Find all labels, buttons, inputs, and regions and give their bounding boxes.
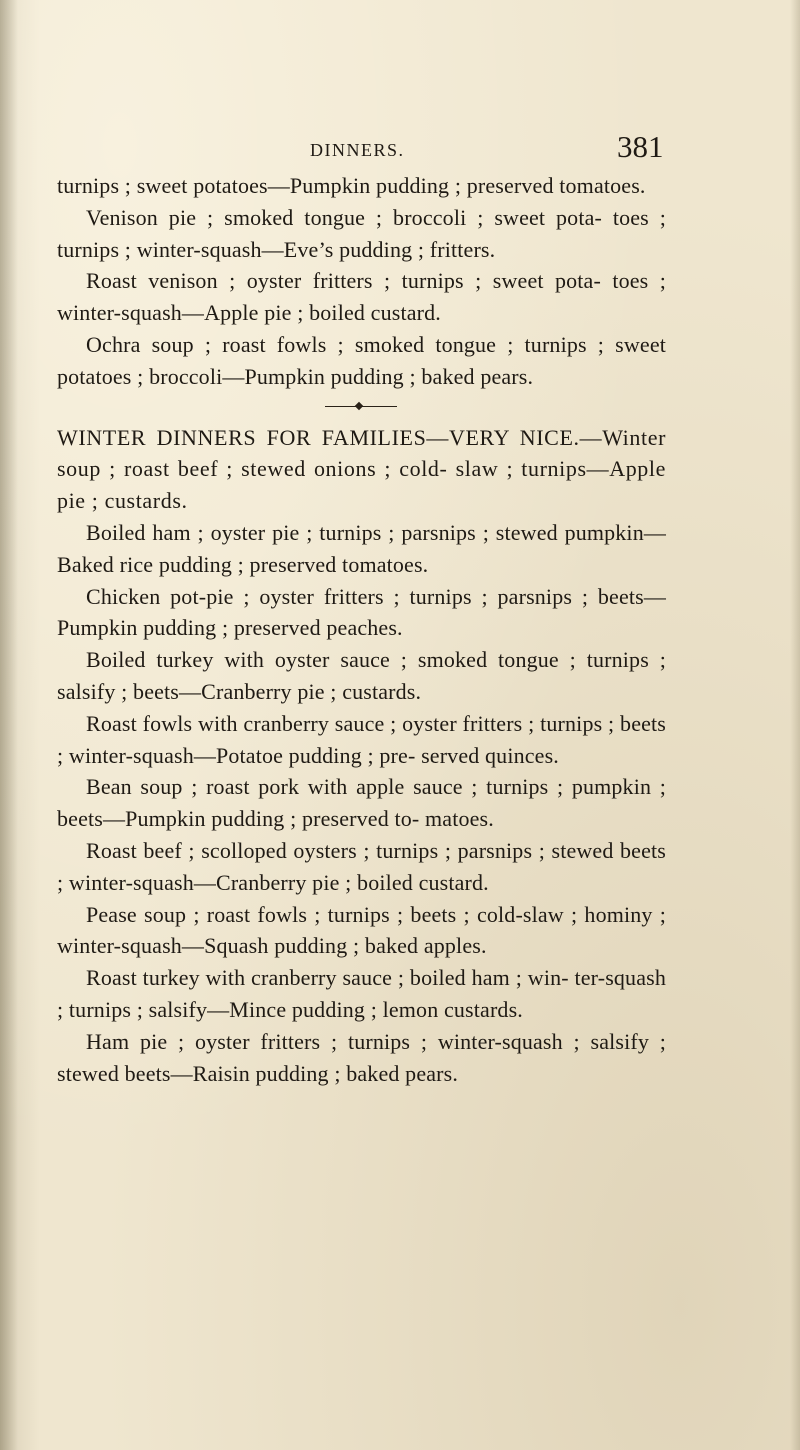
section-separator — [57, 393, 666, 422]
menu-paragraph: Bean soup ; roast pork with apple sauce ; turnips ; pumpkin ; beets—Pumpkin pudding ; preserved to- matoes. — [57, 774, 666, 832]
section-first-entry: —Winter soup ; roast beef ; stewed onions ; cold- slaw ; turnips—Apple pie ; custards. — [57, 424, 666, 514]
menu-paragraph: Ochra soup ; roast fowls ; smoked tongue ; turnips ; sweet potatoes ; broccoli—Pumpkin pudding ; baked pears. — [57, 331, 666, 389]
menu-paragraph: Ham pie ; oyster fritters ; turnips ; winter-squash ; salsify ; stewed beets—Raisin pudding ; baked pears. — [57, 1028, 666, 1086]
section-heading: WINTER DINNERS FOR FAMILIES—VERY NICE. — [57, 424, 580, 450]
paragraph-continued: turnips ; sweet potatoes—Pumpkin pudding ; preserved tomatoes. — [57, 173, 646, 198]
menu-paragraph: Roast turkey with cranberry sauce ; boiled ham ; win- ter-squash ; turnips ; salsify—Mince pudding ; lemon custards. — [57, 965, 666, 1022]
binding-shadow — [0, 0, 18, 1450]
page-edge-shadow — [790, 0, 800, 1450]
menu-paragraph: Roast beef ; scolloped oysters ; turnips ; parsnips ; stewed beets ; winter-squash—Cranberry pie ; boiled custard. — [57, 837, 666, 895]
menu-paragraph: Roast venison ; oyster fritters ; turnips ; sweet pota- toes ; winter-squash—Apple pie ; boiled custard. — [57, 268, 666, 326]
page-number: 381 — [617, 129, 664, 164]
menu-paragraph: Chicken pot-pie ; oyster fritters ; turnips ; parsnips ; beets—Pumpkin pudding ; preserved peaches. — [57, 583, 666, 641]
menu-paragraph: Roast fowls with cranberry sauce ; oyster fritters ; turnips ; beets ; winter-squash—Potatoe pudding ; pre- served quinces. — [57, 710, 666, 768]
menu-paragraph: Boiled turkey with oyster sauce ; smoked tongue ; turnips ; salsify ; beets—Cranberry pie ; custards. — [57, 647, 666, 704]
menu-paragraph: Boiled ham ; oyster pie ; turnips ; parsnips ; stewed pumpkin—Baked rice pudding ; preserved tomatoes. — [57, 519, 666, 577]
diamond-ornament-icon — [355, 401, 363, 409]
section-paragraph — [57, 422, 666, 517]
body-text — [57, 170, 666, 1089]
menu-paragraph: Pease soup ; roast fowls ; turnips ; beets ; cold-slaw ; hominy ; winter-squash—Squash pudding ; baked apples. — [57, 901, 666, 959]
page-header — [0, 120, 800, 170]
menu-paragraph: Venison pie ; smoked tongue ; broccoli ; sweet pota- toes ; turnips ; winter-squash—Eve’s pudding ; fritters. — [57, 204, 666, 262]
running-head: DINNERS. — [310, 140, 405, 160]
